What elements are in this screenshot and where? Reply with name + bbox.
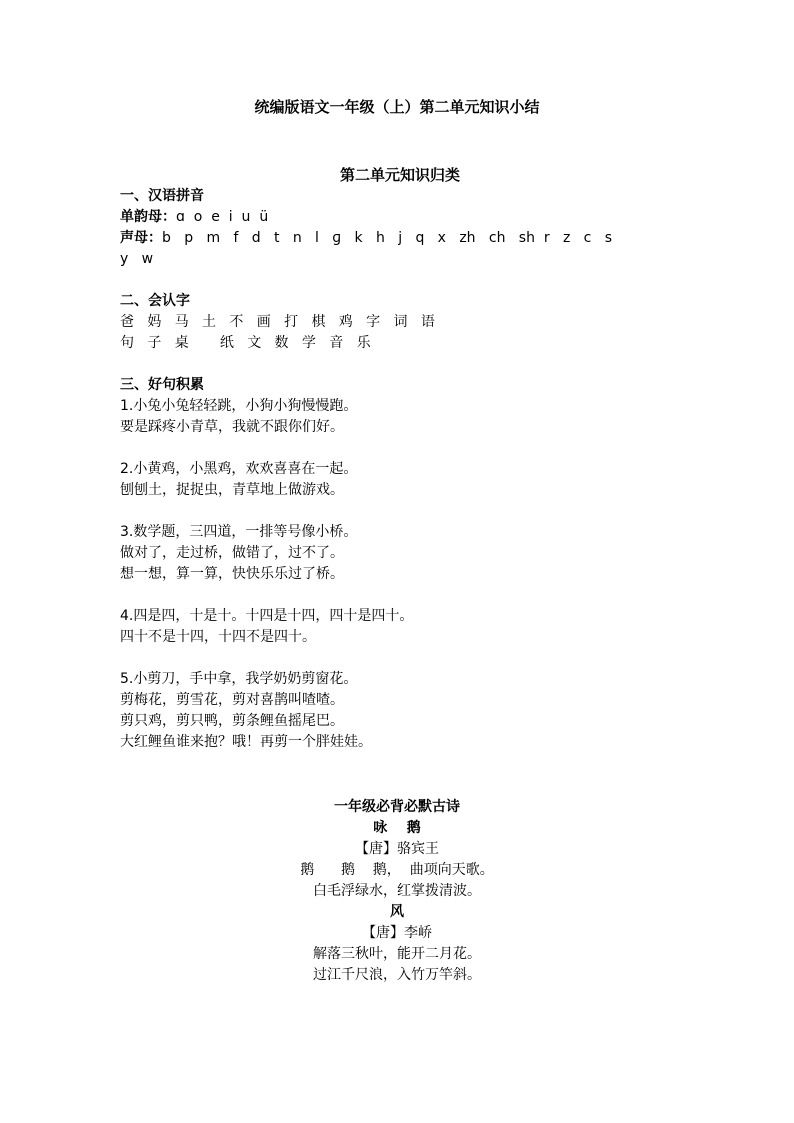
characters-row-1: 爸 妈 马 土 不 画 打 棋 鸡 字 词 语 [120, 314, 435, 330]
poem-author: 【唐】骆宾王 [355, 841, 439, 857]
sentence-line: 四十不是十四，十四不是四十。 [120, 629, 316, 645]
poem-line: 白毛浮绿水，红掌拨清波。 [313, 883, 481, 899]
poem-line: 解落三秋叶，能开二月花。 [313, 946, 481, 962]
characters-row-2: 句 子 桌 纸 文 数 学 音 乐 [120, 335, 371, 351]
sentence-line: 做对了，走过桥，做错了，过不了。 [120, 545, 344, 561]
spacer [120, 585, 680, 606]
finals-line [120, 207, 680, 228]
sentence-line: 大红鲤鱼谁来抱？哦！再剪一个胖娃娃。 [120, 734, 372, 750]
characters-heading: 二、会认字 [120, 293, 190, 309]
sentence-line: 剪梅花，剪雪花，剪对喜鹊叫喳喳。 [120, 692, 344, 708]
document-title: 统编版语文一年级（上）第二单元知识小结 [254, 98, 540, 116]
initials-text: b p m f d t n l ɡ k h j q x zh ch sh r z c s [162, 230, 613, 246]
sentence-line: 3.数学题，三四道，一排等号像小桥。 [120, 524, 358, 540]
initials-label: 声母： [120, 230, 162, 246]
poem-title: 咏 鹅 [373, 820, 421, 836]
spacer [120, 648, 680, 669]
poem-title: 风 [390, 904, 404, 920]
sentence-line: 5.小剪刀，手中拿，我学奶奶剪窗花。 [120, 671, 358, 687]
finals-text: ɑ o e i u ü [176, 209, 269, 225]
pinyin-heading: 一、汉语拼音 [120, 188, 204, 204]
poem-line: 鹅 鹅 鹅， 曲项向天歌。 [300, 862, 494, 878]
sentence-line: 2.小黄鸡，小黑鸡，欢欢喜喜在一起。 [120, 461, 358, 477]
spacer [120, 438, 680, 459]
poems-section [0, 797, 794, 986]
initials-line [120, 228, 680, 249]
sentence-line: 刨刨土，捉捉虫，青草地上做游戏。 [120, 482, 344, 498]
poem-line: 过江千尺浪，入竹万竿斜。 [313, 967, 481, 983]
sentence-line: 剪只鸡，剪只鸭，剪条鲤鱼摇尾巴。 [120, 713, 344, 729]
spacer [120, 270, 680, 291]
sentence-line: 要是踩疼小青草，我就不跟你们好。 [120, 419, 344, 435]
spacer [120, 354, 680, 375]
sentences-section [120, 375, 680, 753]
sentence-line: 4.四是四，十是十。十四是十四，四十是四十。 [120, 608, 414, 624]
section-title: 第二单元知识归类 [339, 166, 460, 184]
poems-heading: 一年级必背必默古诗 [334, 799, 460, 815]
finals-label: 单韵母： [120, 209, 176, 225]
characters-section [120, 291, 680, 354]
sentence-line: 1.小兔小兔轻轻跳，小狗小狗慢慢跑。 [120, 398, 358, 414]
spacer [120, 501, 680, 522]
pinyin-section [120, 186, 680, 270]
content-body [120, 165, 680, 753]
poem-author: 【唐】李峤 [362, 925, 432, 941]
initials-line-2: y w [120, 251, 154, 267]
sentence-line: 想一想，算一算，快快乐乐过了桥。 [120, 566, 344, 582]
sentences-heading: 三、好句积累 [120, 377, 204, 393]
